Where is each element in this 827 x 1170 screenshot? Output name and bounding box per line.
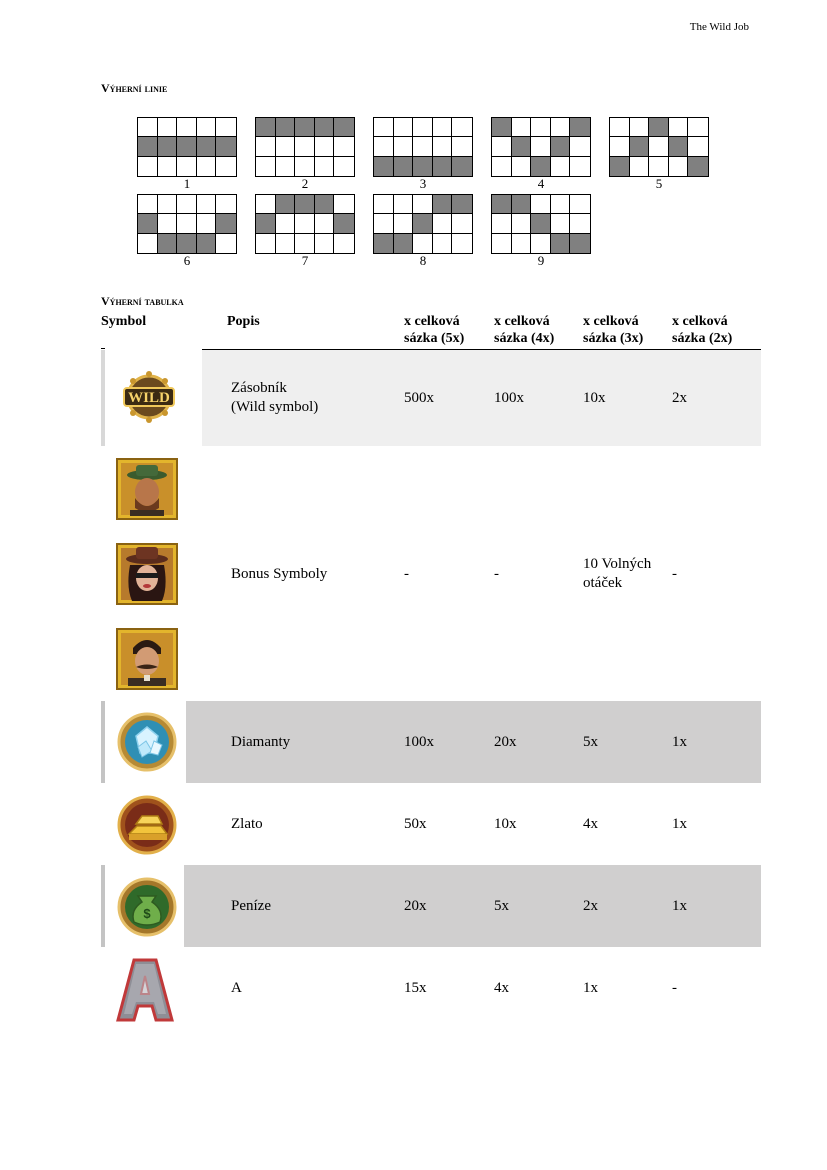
payline-cell (413, 137, 433, 156)
payline-cell (177, 118, 197, 137)
payline-number: 2 (301, 176, 309, 191)
gold-description: Zlato (231, 816, 263, 832)
payline-cell (669, 118, 689, 137)
payline-cell-active (138, 137, 158, 156)
payline-cell (649, 137, 669, 156)
payline-cell (216, 157, 236, 176)
bonus-value-4x: - (494, 566, 499, 582)
payline-cell-active (570, 234, 590, 253)
payline-cell (138, 234, 158, 253)
header-rule-left (101, 348, 105, 349)
payline-cell (138, 118, 158, 137)
payline-cell (492, 137, 512, 156)
payline-grid (255, 117, 355, 177)
payline-cell (630, 157, 650, 176)
col-2x-header-line1: x celková (672, 314, 728, 329)
col-4x-header (494, 313, 554, 347)
payline-cell-active (570, 118, 590, 137)
gold-value-3x: 4x (583, 816, 598, 832)
bonus-value-3x-line2: otáček (583, 575, 623, 591)
col-3x-header (583, 313, 643, 347)
document-header: The Wild Job (689, 21, 749, 33)
col-desc-header: Popis (227, 314, 260, 329)
payline-cell (551, 214, 571, 233)
col-5x-header-line1: x celková (404, 314, 460, 329)
payline-cell (256, 137, 276, 156)
row-diamonds-left-edge (101, 701, 105, 783)
woman-hat-icon (116, 543, 178, 605)
a-description: A (231, 980, 242, 996)
payline-grid (137, 117, 237, 177)
payline-cell (276, 137, 296, 156)
payline-cell (158, 118, 178, 137)
payline-cell-active (216, 214, 236, 233)
payline-cell-active (649, 118, 669, 137)
payline-cell-active (433, 195, 453, 214)
payline-cell-active (374, 234, 394, 253)
payline-cell (413, 234, 433, 253)
payline-cell-active (394, 234, 414, 253)
col-5x-header (404, 313, 464, 347)
payline-cell (551, 195, 571, 214)
payline-cell (197, 157, 217, 176)
payline-cell-active (452, 157, 472, 176)
payline-cell (394, 118, 414, 137)
payline-4 (491, 117, 591, 191)
payline-cell (374, 195, 394, 214)
payline-grid (491, 117, 591, 177)
payline-number: 4 (537, 176, 545, 191)
payline-cell (531, 118, 551, 137)
payline-cell-active (492, 118, 512, 137)
bonus-description: Bonus Symboly (231, 566, 328, 582)
cowboy-icon (116, 458, 178, 520)
payline-cell (334, 157, 354, 176)
payline-number: 5 (655, 176, 663, 191)
payline-cell (158, 214, 178, 233)
payline-cell (512, 118, 532, 137)
payline-cell (158, 157, 178, 176)
payline-cell (394, 214, 414, 233)
payline-cell (295, 234, 315, 253)
payline-cell (492, 234, 512, 253)
payline-cell (512, 234, 532, 253)
wild-badge-icon (118, 366, 180, 428)
wild-value-2x: 2x (672, 390, 687, 406)
payline-cell-active (374, 157, 394, 176)
payline-number: 9 (537, 253, 545, 268)
a-value-3x: 1x (583, 980, 598, 996)
payline-cell (197, 195, 217, 214)
payline-cell (374, 137, 394, 156)
payline-cell (276, 234, 296, 253)
wild-value-3x: 10x (583, 390, 606, 406)
payline-cell-active (492, 195, 512, 214)
payline-cell (452, 118, 472, 137)
payline-cell-active (531, 157, 551, 176)
payline-cell-active (158, 137, 178, 156)
payline-cell (688, 137, 708, 156)
payline-cell (551, 157, 571, 176)
payline-cell (138, 195, 158, 214)
payline-cell (276, 157, 296, 176)
payline-3 (373, 117, 473, 191)
payline-cell (334, 137, 354, 156)
payline-cell-active (216, 137, 236, 156)
payline-cell (452, 234, 472, 253)
payline-cell (334, 195, 354, 214)
payline-cell (334, 234, 354, 253)
payline-cell-active (197, 234, 217, 253)
payline-cell-active (531, 214, 551, 233)
payline-7 (255, 194, 355, 268)
payline-cell (688, 118, 708, 137)
payline-cell (433, 214, 453, 233)
payline-cell (315, 137, 335, 156)
payline-cell-active (315, 195, 335, 214)
payline-cell-active (551, 137, 571, 156)
row-money-left-edge (101, 865, 105, 947)
payline-cell (295, 157, 315, 176)
payline-cell (315, 234, 335, 253)
payline-cell (512, 214, 532, 233)
payline-cell (374, 214, 394, 233)
money-value-2x: 1x (672, 898, 687, 914)
wild-value-5x: 500x (404, 390, 434, 406)
diamonds-value-4x: 20x (494, 734, 517, 750)
payline-cell-active (276, 195, 296, 214)
payline-cell (610, 137, 630, 156)
payline-grid (373, 117, 473, 177)
payline-cell (177, 214, 197, 233)
payline-cell-active (669, 137, 689, 156)
diamond-icon (116, 711, 178, 773)
payline-cell-active (512, 137, 532, 156)
payline-cell (531, 234, 551, 253)
payline-cell (492, 214, 512, 233)
col-symbol-header: Symbol (101, 314, 147, 329)
payline-cell (256, 234, 276, 253)
payline-6 (137, 194, 237, 268)
payline-cell (276, 214, 296, 233)
payline-cell (531, 137, 551, 156)
payline-cell (570, 137, 590, 156)
payline-cell (216, 195, 236, 214)
payline-cell (452, 214, 472, 233)
payline-cell-active (177, 137, 197, 156)
svg-text:WILD: WILD (128, 390, 170, 406)
payline-cell (551, 118, 571, 137)
wild-description-line2: (Wild symbol) (231, 399, 319, 415)
payline-9 (491, 194, 591, 268)
row-wild-left-edge (101, 350, 105, 446)
wild-value-4x: 100x (494, 390, 524, 406)
payline-cell-active (688, 157, 708, 176)
gold-value-5x: 50x (404, 816, 427, 832)
payline-cell-active (158, 234, 178, 253)
payline-cell (177, 195, 197, 214)
diamonds-value-2x: 1x (672, 734, 687, 750)
payline-cell-active (610, 157, 630, 176)
payline-cell-active (551, 234, 571, 253)
payline-cell-active (413, 214, 433, 233)
payline-number: 3 (419, 176, 427, 191)
a-value-2x: - (672, 980, 677, 996)
bonus-value-2x: - (672, 566, 677, 582)
payline-cell (512, 157, 532, 176)
payline-grid (491, 194, 591, 254)
payline-cell (452, 137, 472, 156)
col-5x-header-line2: sázka (5x) (404, 331, 465, 346)
money-bag-icon (116, 876, 178, 938)
payline-cell-active (256, 214, 276, 233)
payline-cell (256, 195, 276, 214)
payline-cell (570, 214, 590, 233)
payline-cell (531, 195, 551, 214)
diamonds-value-3x: 5x (583, 734, 598, 750)
bonus-value-3x-line1: 10 Volných (583, 556, 652, 572)
gold-value-4x: 10x (494, 816, 517, 832)
bonus-value-3x (583, 555, 651, 593)
payline-cell (158, 195, 178, 214)
payline-cell (216, 234, 236, 253)
payline-cell (669, 157, 689, 176)
payline-grid (255, 194, 355, 254)
payline-cell (610, 118, 630, 137)
payline-cell (315, 214, 335, 233)
payline-cell (197, 118, 217, 137)
col-3x-header-line2: sázka (3x) (583, 331, 644, 346)
wild-description (231, 379, 318, 417)
payline-cell-active (433, 157, 453, 176)
payline-5 (609, 117, 709, 191)
payline-cell (570, 157, 590, 176)
payline-cell (295, 137, 315, 156)
col-3x-header-line1: x celková (583, 314, 639, 329)
payline-number: 8 (419, 253, 427, 268)
payline-cell-active (138, 214, 158, 233)
diamonds-value-5x: 100x (404, 734, 434, 750)
money-value-4x: 5x (494, 898, 509, 914)
payline-number: 6 (183, 253, 191, 268)
payline-number: 7 (301, 253, 309, 268)
payline-cell-active (452, 195, 472, 214)
svg-text:$: $ (143, 906, 151, 921)
payline-cell (216, 118, 236, 137)
a-value-5x: 15x (404, 980, 427, 996)
wild-description-line1: Zásobník (231, 380, 287, 396)
payline-cell-active (256, 118, 276, 137)
payline-1 (137, 117, 237, 191)
payline-grid (137, 194, 237, 254)
payline-cell (492, 157, 512, 176)
payline-number: 1 (183, 176, 191, 191)
payline-cell-active (276, 118, 296, 137)
gold-value-2x: 1x (672, 816, 687, 832)
payline-cell-active (315, 118, 335, 137)
payline-cell (394, 195, 414, 214)
payline-cell-active (413, 157, 433, 176)
payline-cell-active (334, 118, 354, 137)
payline-cell (433, 118, 453, 137)
payline-cell (138, 157, 158, 176)
payline-cell (256, 157, 276, 176)
payline-cell (570, 195, 590, 214)
money-value-3x: 2x (583, 898, 598, 914)
col-4x-header-line2: sázka (4x) (494, 331, 555, 346)
paylines-heading: Výherní linie (101, 81, 168, 95)
payline-cell-active (630, 137, 650, 156)
payline-cell (374, 118, 394, 137)
payline-cell-active (197, 137, 217, 156)
payline-grid (609, 117, 709, 177)
payline-cell (394, 137, 414, 156)
gentleman-icon (116, 628, 178, 690)
payline-cell (630, 118, 650, 137)
payline-cell-active (295, 118, 315, 137)
money-value-5x: 20x (404, 898, 427, 914)
payline-2 (255, 117, 355, 191)
payline-cell-active (512, 195, 532, 214)
a-value-4x: 4x (494, 980, 509, 996)
payline-grid (373, 194, 473, 254)
col-2x-header-line2: sázka (2x) (672, 331, 733, 346)
payline-cell-active (295, 195, 315, 214)
payline-cell (649, 157, 669, 176)
payline-cell (413, 118, 433, 137)
col-2x-header (672, 313, 732, 347)
diamonds-description: Diamanty (231, 734, 291, 750)
letter-a-icon (114, 956, 176, 1018)
gold-bars-icon (116, 794, 178, 856)
payline-cell-active (394, 157, 414, 176)
money-description: Peníze (231, 898, 271, 914)
payline-cell (197, 214, 217, 233)
payline-cell (177, 157, 197, 176)
col-4x-header-line1: x celková (494, 314, 550, 329)
paytable-heading: Výherní tabulka (101, 294, 184, 308)
payline-cell (433, 137, 453, 156)
payline-cell (433, 234, 453, 253)
payline-cell (413, 195, 433, 214)
payline-cell (295, 214, 315, 233)
payline-cell-active (334, 214, 354, 233)
payline-8 (373, 194, 473, 268)
bonus-value-5x: - (404, 566, 409, 582)
payline-cell (315, 157, 335, 176)
payline-cell-active (177, 234, 197, 253)
